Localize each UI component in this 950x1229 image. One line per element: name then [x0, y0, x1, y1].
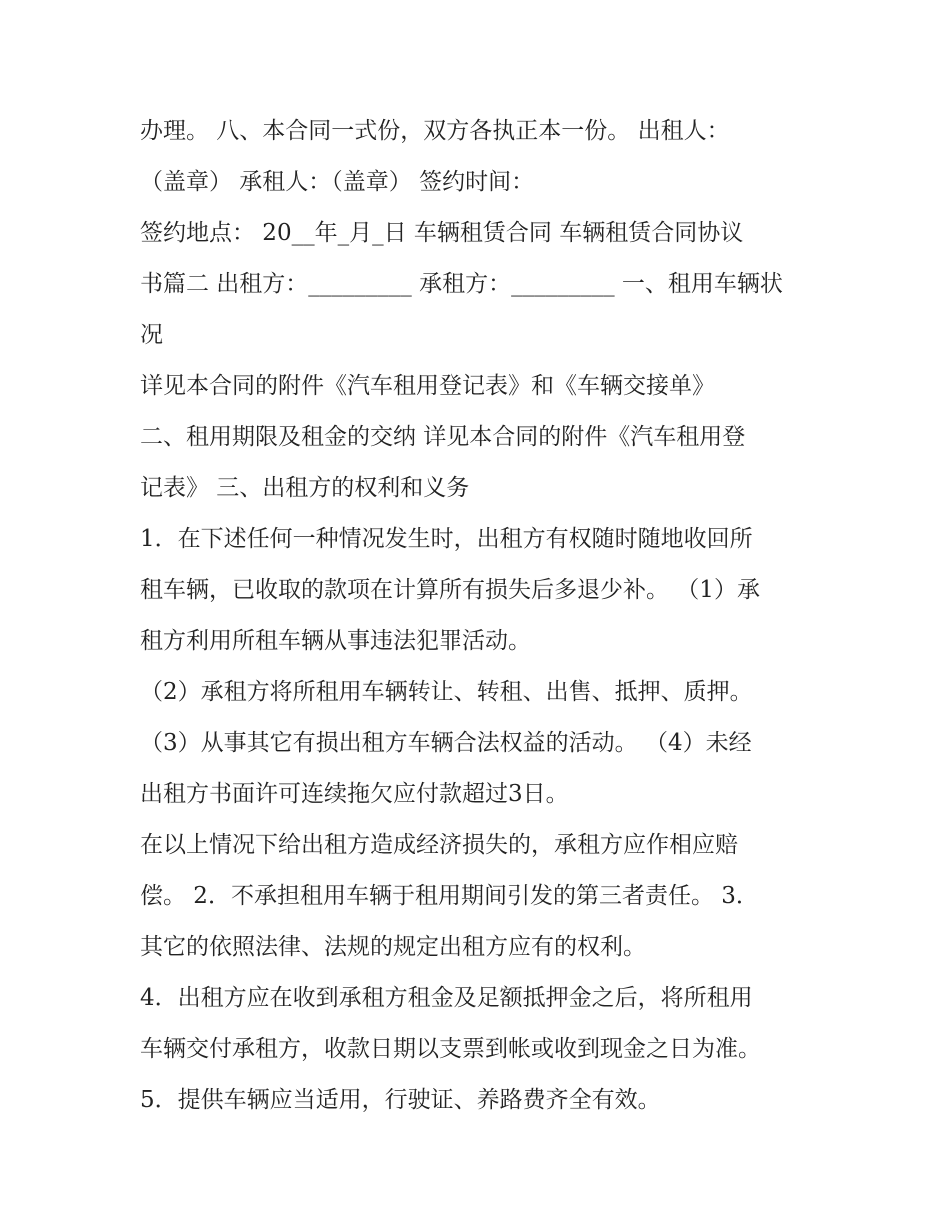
text-line: 记表》 三、出租方的权利和义务 — [140, 475, 470, 501]
text-line: 签约地点： 20__年_月_日 车辆租赁合同 车辆租赁合同协议 — [140, 220, 744, 246]
text-line: 出租方书面许可连续拖欠应付款超过3日。 — [140, 781, 569, 807]
text-line: 偿。 2．不承担租用车辆于租用期间引发的第三者责任。 3． — [140, 883, 759, 909]
text-line: 况 — [140, 322, 163, 348]
text-line: 租方利用所租车辆从事违法犯罪活动。 — [140, 628, 531, 654]
text-line: 车辆交付承租方，收款日期以支票到帐或收到现金之日为准。 — [140, 1036, 761, 1062]
text-line: （3）从事其它有损出租方车辆合法权益的活动。 （4）未经 — [140, 730, 752, 756]
text-line: 详见本合同的附件《汽车租用登记表》和《车辆交接单》 — [140, 373, 715, 399]
text-line: 二、租用期限及租金的交纳 详见本合同的附件《汽车租用登 — [140, 424, 746, 450]
text-line: 书篇二 出租方：_________ 承租方：_________ 一、租用车辆状 — [140, 271, 783, 297]
text-line: （2）承租方将所租用车辆转让、转租、出售、抵押、质押。 — [140, 679, 753, 705]
text-line: （盖章） 承租人：（盖章） 签约时间： — [140, 169, 535, 195]
text-line: 其它的依照法律、法规的规定出租方应有的权利。 — [140, 934, 646, 960]
text-line: 4．出租方应在收到承租方租金及足额抵押金之后，将所租用 — [140, 985, 753, 1011]
text-line: 租车辆，已收取的款项在计算所有损失后多退少补。 （1）承 — [140, 577, 760, 603]
text-line: 1．在下述任何一种情况发生时，出租方有权随时随地收回所 — [140, 526, 753, 552]
text-line: 5．提供车辆应当适用，行驶证、养路费齐全有效。 — [140, 1087, 661, 1113]
text-line: 办理。 八、本合同一式份，双方各执正本一份。 出租人： — [140, 118, 730, 144]
document-body — [140, 106, 820, 1126]
text-line: 在以上情况下给出租方造成经济损失的，承租方应作相应赔 — [140, 832, 738, 858]
